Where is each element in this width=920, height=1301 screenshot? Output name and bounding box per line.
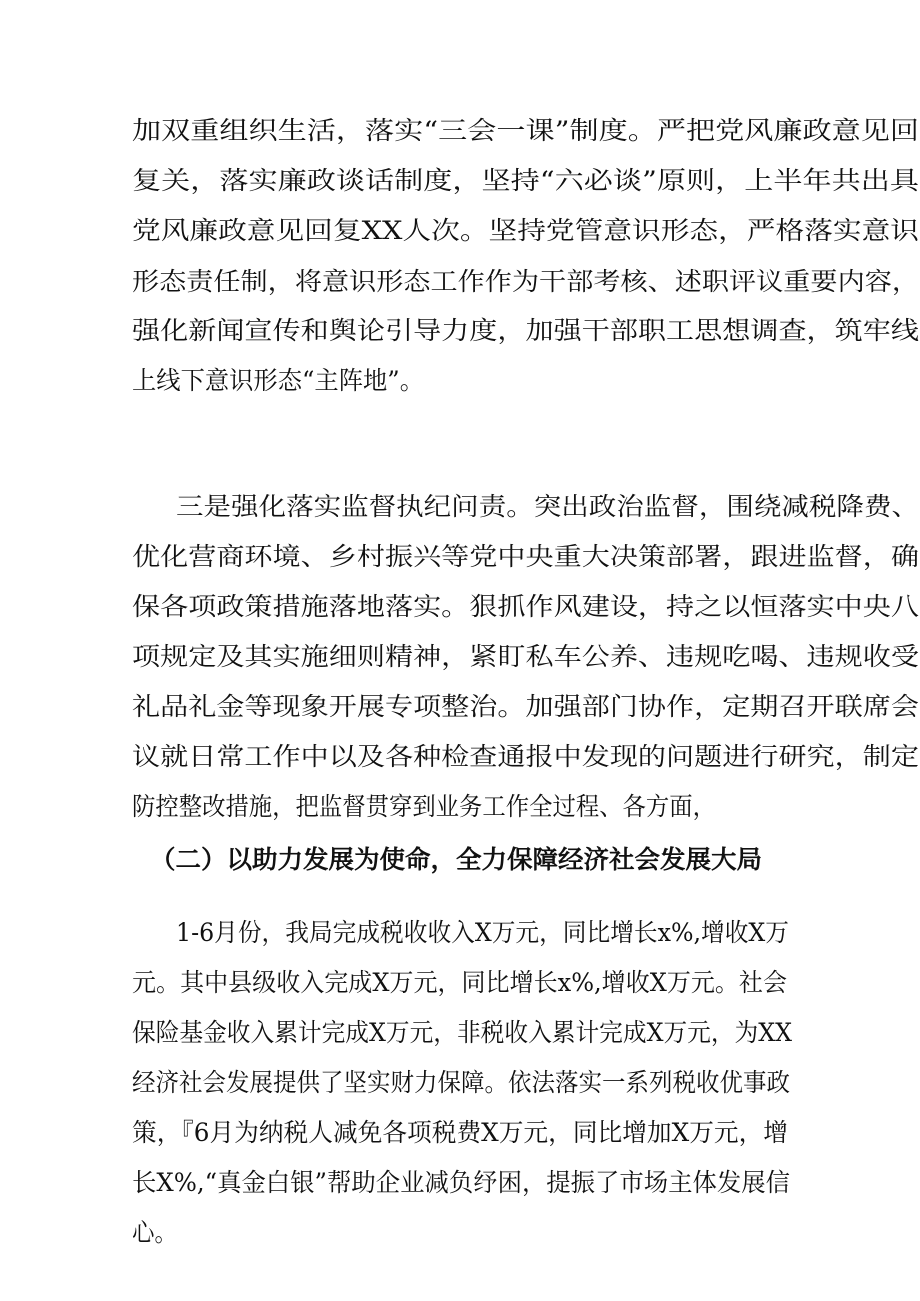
text-line: 1-6月份，我局完成税收收入X万元，同比增长x%,增收X万 bbox=[176, 918, 789, 947]
section-heading-text: （二）以助力发展为使命，全力保障经济社会发展大局 bbox=[150, 845, 762, 874]
text-line: 礼品礼金等现象开展专项整治。加强部门协作，定期召开联席会 bbox=[132, 692, 920, 721]
paragraph-1-line bbox=[0, 257, 920, 307]
paragraph-2-line bbox=[0, 732, 920, 782]
section-heading bbox=[0, 835, 920, 885]
text-line: 防控整改措施，把监督贯穿到业务工作全过程、各方面， bbox=[132, 792, 716, 821]
text-line: 优化营商环境、乡村振兴等党中央重大决策部署，跟进监督，确 bbox=[132, 542, 920, 571]
paragraph-3-line bbox=[0, 908, 920, 958]
paragraph-3-line bbox=[0, 1208, 920, 1258]
paragraph-3-line bbox=[0, 1108, 920, 1158]
text-line: 长X%,“真金白银”帮助企业减负纾困，提振了市场主体发展信 bbox=[132, 1168, 790, 1197]
text-line: 强化新闻宣传和舆论引导力度，加强干部职工思想调查，筑牢线 bbox=[132, 316, 920, 345]
paragraph-3-line bbox=[0, 958, 920, 1008]
paragraph-2-line bbox=[0, 782, 920, 832]
text-line: 策，『6月为纳税人减免各项税费X万元，同比增加X万元，增 bbox=[132, 1118, 788, 1147]
text-line: 加双重组织生活，落实“三会一课”制度。严把党风廉政意见回 bbox=[132, 116, 919, 145]
text-line: 元。其中县级收入完成X万元，同比增长x%,增收X万元。社会 bbox=[132, 968, 787, 997]
text-line: 复关，落实廉政谈话制度，坚持“六必谈”原则，上半年共出具 bbox=[132, 166, 919, 195]
paragraph-1-line bbox=[0, 306, 920, 356]
text-line: 上线下意识形态“主阵地”。 bbox=[132, 366, 424, 395]
paragraph-2-line bbox=[0, 682, 920, 732]
text-line: 保各项政策措施落地落实。狠抓作风建设，持之以恒落实中央八 bbox=[132, 592, 920, 621]
paragraph-3-line bbox=[0, 1058, 920, 1108]
paragraph-2-line bbox=[0, 482, 920, 532]
paragraph-2-line bbox=[0, 632, 920, 682]
text-line: 党风廉政意见回复XX人次。坚持党管意识形态，严格落实意识 bbox=[132, 216, 920, 245]
text-line: 项规定及其实施细则精神，紧盯私车公养、违规吃喝、违规收受 bbox=[132, 642, 920, 671]
paragraph-1-line bbox=[0, 156, 920, 206]
text-line: 形态责任制，将意识形态工作作为干部考核、述职评议重要内容， bbox=[132, 267, 919, 296]
text-line: 保险基金收入累计完成X万元，非税收入累计完成X万元，为XX bbox=[132, 1018, 792, 1047]
paragraph-1-line bbox=[0, 106, 920, 156]
text-line: 经济社会发展提供了坚实财力保障。依法落实一系列税收优事政 bbox=[132, 1068, 790, 1097]
text-line: 议就日常工作中以及各种检查通报中发现的问题进行研究，制定 bbox=[132, 742, 920, 771]
paragraph-2-line bbox=[0, 582, 920, 632]
paragraph-1-line bbox=[0, 206, 920, 256]
paragraph-1-line bbox=[0, 356, 920, 406]
text-line: 心。 bbox=[132, 1218, 177, 1247]
text-line: 三是强化落实监督执纪问责。突出政治监督，围绕减税降费、 bbox=[176, 492, 919, 521]
paragraph-3-line bbox=[0, 1158, 920, 1208]
paragraph-2-line bbox=[0, 532, 920, 582]
paragraph-3-line bbox=[0, 1008, 920, 1058]
